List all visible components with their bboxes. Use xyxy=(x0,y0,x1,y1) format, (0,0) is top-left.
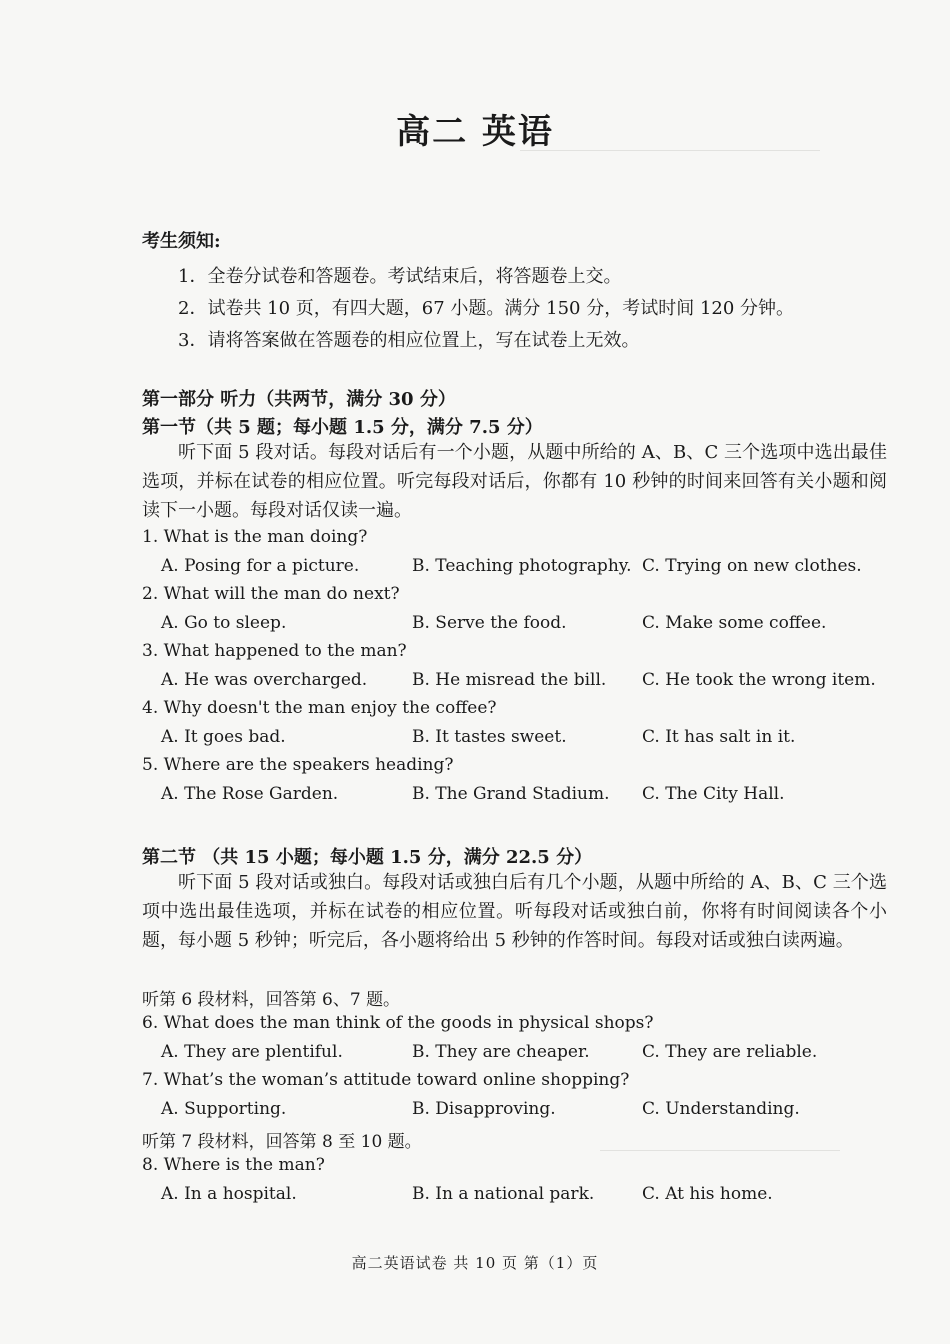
question: 5. Where are the speakers heading? xyxy=(142,755,454,775)
bleed-through-line xyxy=(600,1150,840,1151)
notice-heading: 考生须知: xyxy=(142,231,221,252)
question: 4. Why doesn't the man enjoy the coffee? xyxy=(142,698,497,718)
option-a: A. Posing for a picture. xyxy=(161,556,360,576)
option-a: A. Supporting. xyxy=(161,1099,287,1119)
page-footer: 高二英语试卷 共 10 页 第（1）页 xyxy=(351,1254,599,1272)
option-b: B. Serve the food. xyxy=(412,613,567,633)
option-c: C. The City Hall. xyxy=(642,784,785,804)
option-b: B. The Grand Stadium. xyxy=(412,784,610,804)
section-instruction: 听下面 5 段对话或独白。每段对话或独白后有几个小题，从题中所给的 A、B、C 三个选项中选出最佳选项，并标在试卷的相应位置。听每段对话或独白前，你将有时间阅读各个小题，每小题 5 秒钟；听完后，各小题将给出 5 秒钟的作答时间。每段对话或独白读两遍。 xyxy=(142,872,887,951)
option-c: C. It has salt in it. xyxy=(642,727,796,747)
notice-item: 2．试卷共 10 页，有四大题，67 小题。满分 150 分，考试时间 120 分钟。 xyxy=(178,298,795,319)
option-c: C. He took the wrong item. xyxy=(642,670,876,690)
page-title: 高二 英语 xyxy=(396,112,554,152)
material-note: 听第 6 段材料，回答第 6、7 题。 xyxy=(142,990,401,1010)
question: 3. What happened to the man? xyxy=(142,641,407,661)
notice-item: 1．全卷分试卷和答题卷。考试结束后，将答题卷上交。 xyxy=(178,266,622,287)
option-c: C. Make some coffee. xyxy=(642,613,827,633)
option-b: B. In a national park. xyxy=(412,1184,595,1204)
option-b: B. They are cheaper. xyxy=(412,1042,590,1062)
option-a: A. The Rose Garden. xyxy=(161,784,339,804)
option-a: A. It goes bad. xyxy=(161,727,286,747)
option-b: B. Teaching photography. xyxy=(412,556,632,576)
option-c: C. Understanding. xyxy=(642,1099,800,1119)
option-b: B. Disapproving. xyxy=(412,1099,556,1119)
part-heading: 第一部分 听力（共两节，满分 30 分） xyxy=(142,389,456,410)
section-instruction: 听下面 5 段对话。每段对话后有一个小题，从题中所给的 A、B、C 三个选项中选出最佳选项，并标在试卷的相应位置。听完每段对话后，你都有 10 秒钟的时间来回答有关小题和阅读下一小题。每段对话仅读一遍。 xyxy=(142,442,887,521)
option-b: B. He misread the bill. xyxy=(412,670,607,690)
question: 8. Where is the man? xyxy=(142,1155,325,1175)
question: 2. What will the man do next? xyxy=(142,584,400,604)
option-a: A. In a hospital. xyxy=(161,1184,297,1204)
option-a: A. Go to sleep. xyxy=(161,613,287,633)
question: 1. What is the man doing? xyxy=(142,527,368,547)
option-c: C. They are reliable. xyxy=(642,1042,818,1062)
option-b: B. It tastes sweet. xyxy=(412,727,567,747)
option-a: A. He was overcharged. xyxy=(161,670,368,690)
question: 6. What does the man think of the goods in physical shops? xyxy=(142,1013,654,1033)
notice-item: 3．请将答案做在答题卷的相应位置上，写在试卷上无效。 xyxy=(178,330,640,351)
section-heading: 第一节（共 5 题；每小题 1.5 分，满分 7.5 分） xyxy=(142,417,543,438)
option-c: C. Trying on new clothes. xyxy=(642,556,862,576)
option-a: A. They are plentiful. xyxy=(161,1042,343,1062)
option-c: C. At his home. xyxy=(642,1184,773,1204)
section-heading: 第二节 （共 15 小题；每小题 1.5 分，满分 22.5 分） xyxy=(142,847,593,868)
question: 7. What’s the woman’s attitude toward online shopping? xyxy=(142,1070,630,1090)
material-note: 听第 7 段材料，回答第 8 至 10 题。 xyxy=(142,1132,422,1152)
